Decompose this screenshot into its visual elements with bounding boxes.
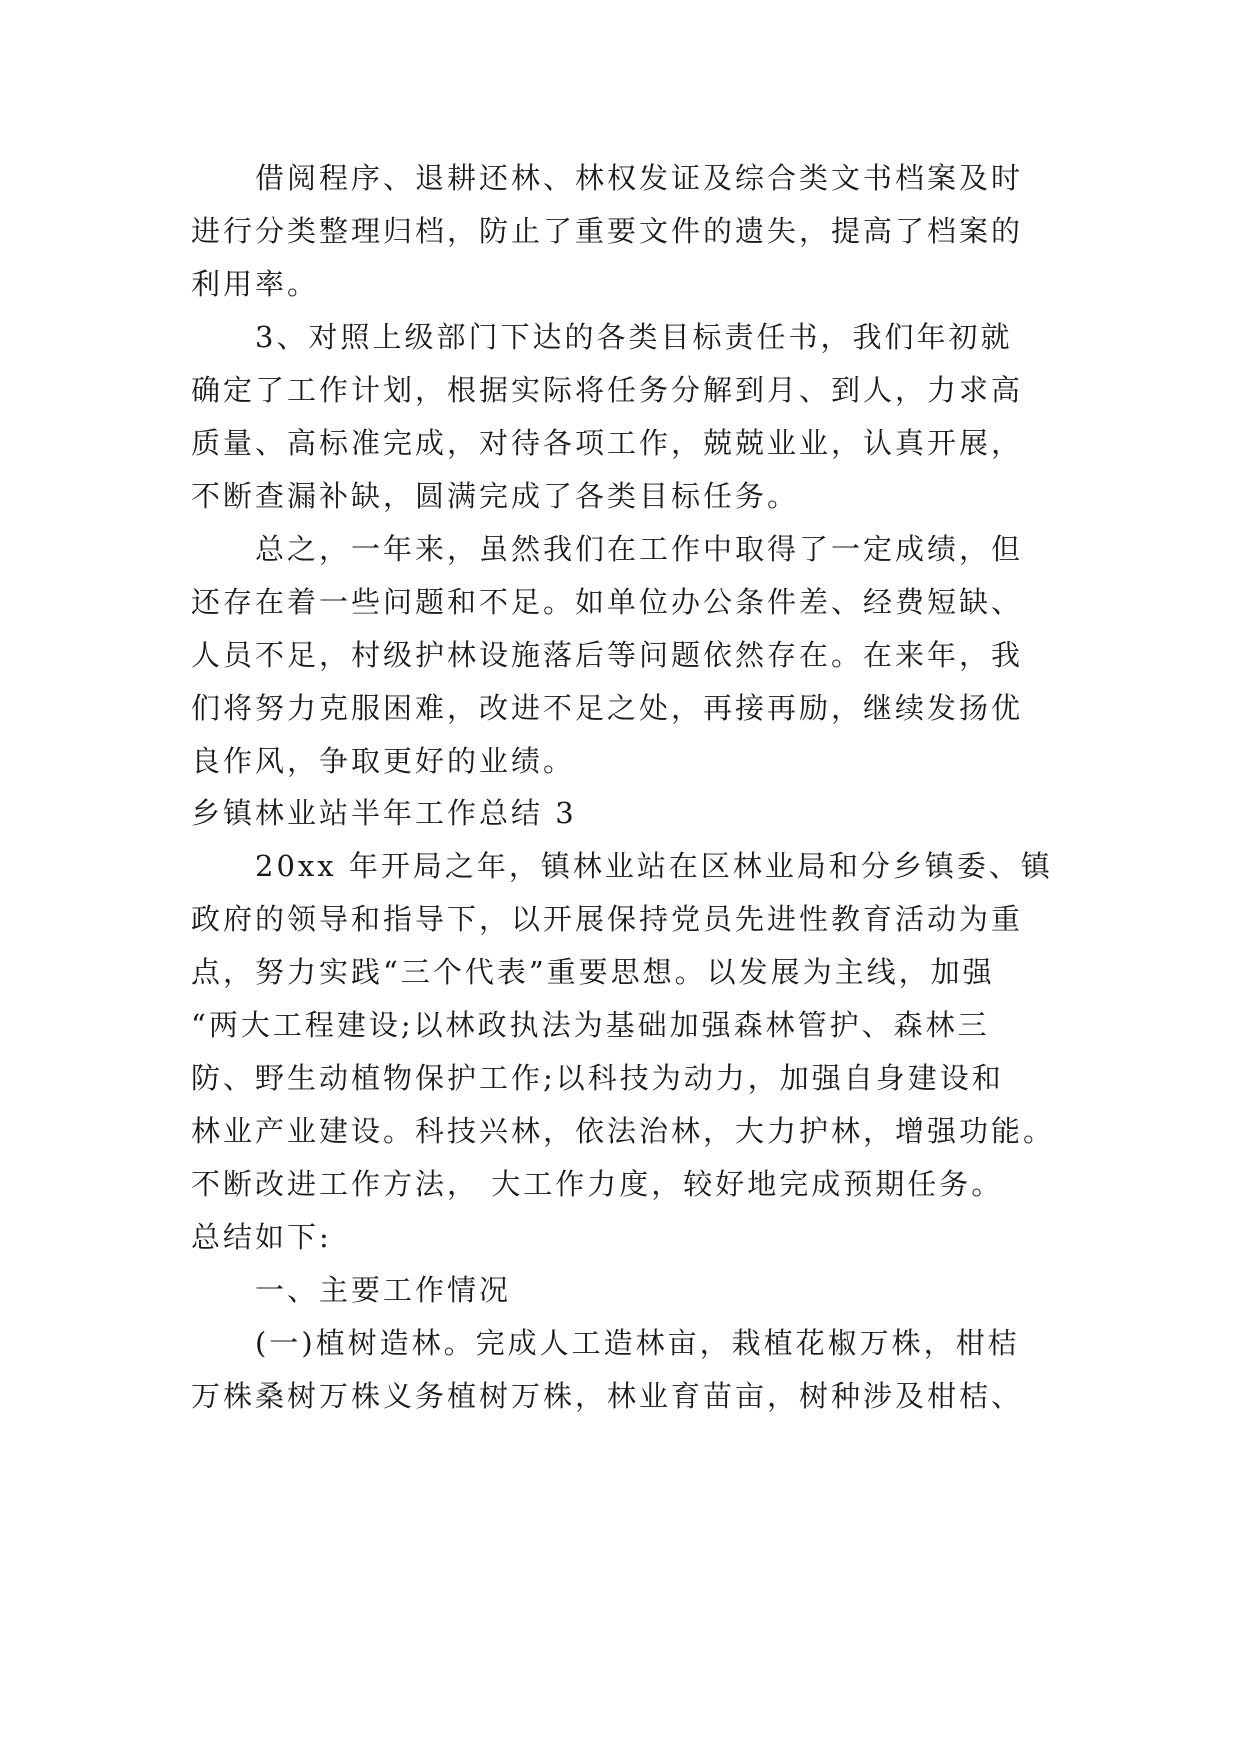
text-line: 借阅程序、退耕还林、林权发证及综合类文书档案及时 — [255, 161, 1024, 195]
text-line: 还存在着一些问题和不足。如单位办公条件差、经费短缺、 — [191, 585, 1024, 619]
text-line: 利用率。 — [191, 267, 320, 301]
text-line: 良作风，争取更好的业绩。 — [191, 744, 576, 778]
text-line: 质量、高标准完成，对待各项工作，兢兢业业，认真开展， — [191, 426, 1024, 460]
subsection-heading: 一、主要工作情况 — [255, 1273, 512, 1307]
text-line: 不断查漏补缺，圆满完成了各类目标任务。 — [191, 479, 800, 513]
text-line: 们将努力克服困难，改进不足之处，再接再励，继续发扬优 — [191, 691, 1024, 725]
text-line: 总之，一年来，虽然我们在工作中取得了一定成绩，但 — [255, 532, 1024, 566]
text-line: 万株桑树万株义务植树万株，林业育苗亩，树种涉及柑桔、 — [191, 1379, 1024, 1413]
text-line: “两大工程建设;以林政执法为基础加强森林管护、森林三 — [191, 1008, 990, 1042]
text-line: 3、对照上级部门下达的各类目标责任书，我们年初就 — [255, 320, 1013, 354]
text-line: 政府的领导和指导下，以开展保持党员先进性教育活动为重 — [191, 902, 1024, 936]
text-line: (一)植树造林。完成人工造林亩，栽植花椒万株，柑桔 — [255, 1326, 1020, 1360]
text-line: 点，努力实践“三个代表”重要思想。以发展为主线，加强 — [191, 955, 995, 989]
text-line: 防、野生动植物保护工作;以科技为动力，加强自身建设和 — [191, 1061, 1004, 1095]
text-line: 确定了工作计划，根据实际将任务分解到月、到人，力求高 — [191, 373, 1024, 407]
text-line: 进行分类整理归档，防止了重要文件的遗失，提高了档案的 — [191, 214, 1024, 248]
text-line: 人员不足，村级护林设施落后等问题依然存在。在来年，我 — [191, 638, 1024, 672]
text-line: 林业产业建设。科技兴林，依法治林，大力护林，增强功能。 — [191, 1114, 1056, 1148]
text-line: 总结如下: — [191, 1220, 332, 1254]
section-heading: 乡镇林业站半年工作总结 3 — [191, 796, 577, 830]
text-line: 不断改进工作方法， 大工作力度，较好地完成预期任务。 — [191, 1167, 1004, 1201]
text-line: 20xx 年开局之年，镇林业站在区林业局和分乡镇委、镇 — [255, 849, 1053, 883]
